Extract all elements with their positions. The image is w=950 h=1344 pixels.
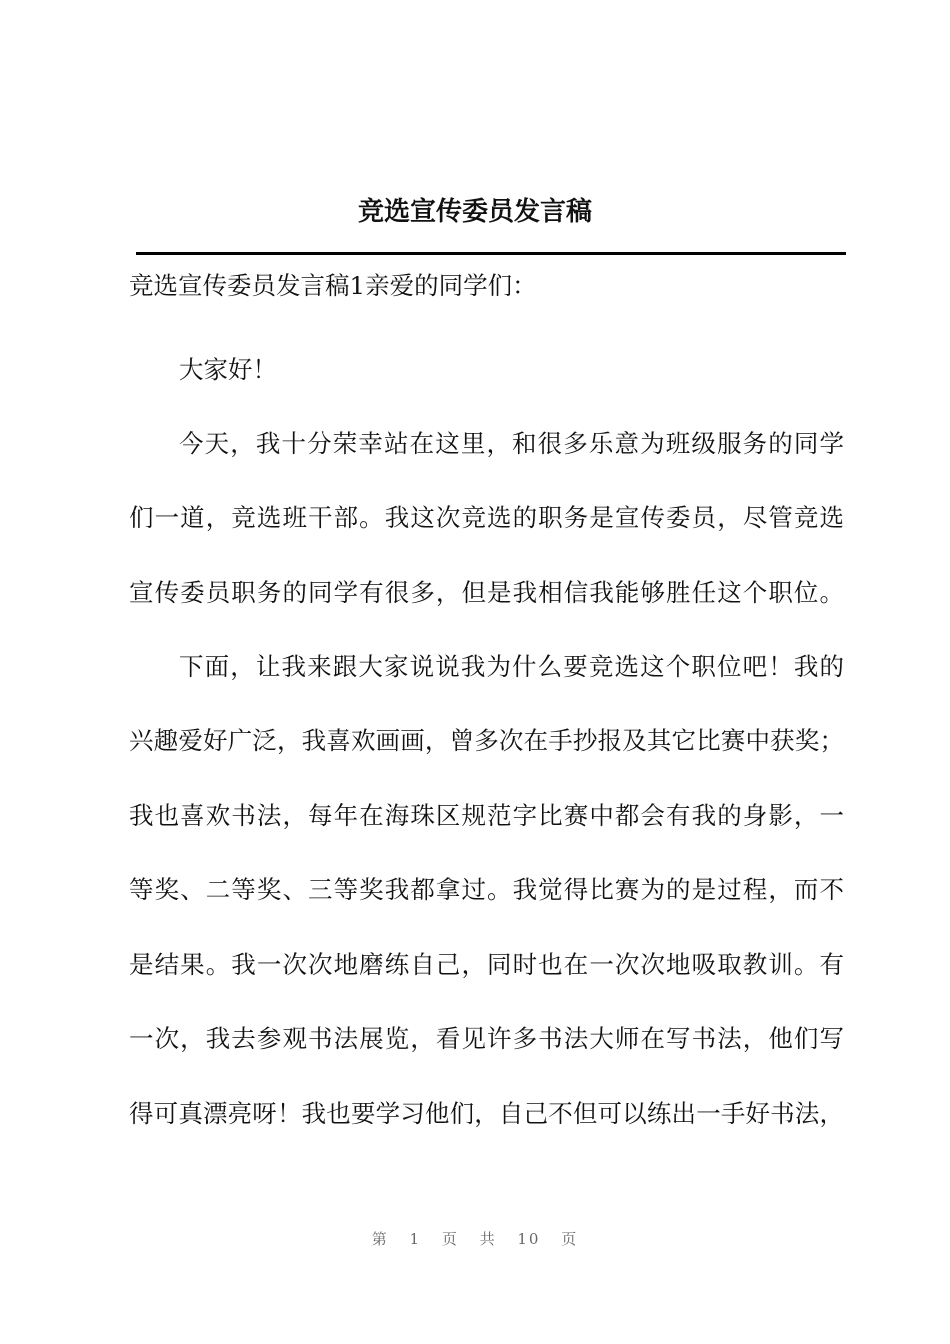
body-line-8: 我也喜欢书法，每年在海珠区规范字比赛中都会有我的身影，一 bbox=[129, 801, 844, 830]
body-line-4: 们一道，竞选班干部。我这次竞选的职务是宣传委员，尽管竞选 bbox=[129, 503, 844, 532]
body-line-9: 等奖、二等奖、三等奖我都拿过。我觉得比赛为的是过程，而不 bbox=[129, 875, 844, 904]
body-line-7: 兴趣爱好广泛，我喜欢画画，曾多次在手抄报及其它比赛中获奖； bbox=[129, 726, 844, 755]
body-line-2: 大家好！ bbox=[179, 355, 277, 384]
body-line-10: 是结果。我一次次地磨练自己，同时也在一次次地吸取教训。有 bbox=[129, 950, 844, 979]
body-line-5: 宣传委员职务的同学有很多，但是我相信我能够胜任这个职位。 bbox=[129, 578, 844, 607]
page-number-footer: 第 1 页 共 10 页 bbox=[371, 1230, 579, 1248]
body-line-1: 竞选宣传委员发言稿1亲爱的同学们： bbox=[129, 271, 537, 300]
document-title: 竞选宣传委员发言稿 bbox=[357, 197, 592, 227]
body-line-3: 今天，我十分荣幸站在这里，和很多乐意为班级服务的同学 bbox=[179, 429, 844, 458]
body-line-6: 下面，让我来跟大家说说我为什么要竞选这个职位吧！我的 bbox=[179, 652, 844, 681]
body-line-11: 一次，我去参观书法展览，看见许多书法大师在写书法，他们写 bbox=[129, 1024, 844, 1053]
body-line-12: 得可真漂亮呀！我也要学习他们，自己不但可以练出一手好书法， bbox=[129, 1099, 844, 1128]
title-underline bbox=[136, 252, 846, 255]
